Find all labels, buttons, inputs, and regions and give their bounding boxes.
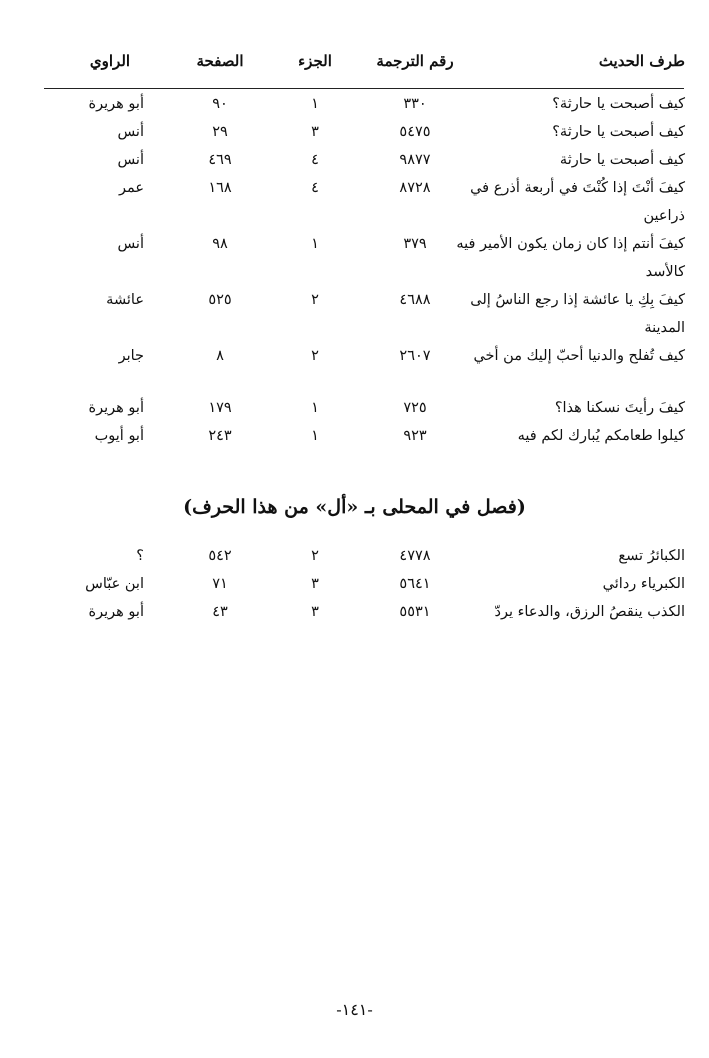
part-number: ١ — [311, 236, 319, 252]
hadith-text: كيفَ رأيتَ نسكنا هذا؟ — [554, 400, 685, 416]
page-number: ٩٠ — [212, 96, 228, 112]
translation-number: ٣٣٠ — [403, 96, 427, 112]
header-page: الصفحة — [196, 52, 244, 70]
header-rule — [44, 88, 684, 89]
header-narrator: الراوي — [89, 52, 131, 70]
part-number: ٤ — [311, 152, 319, 168]
part-number: ٣ — [311, 576, 319, 592]
translation-number: ٥٦٤١ — [399, 576, 431, 592]
hadith-text: كيف أصبحت يا حارثة؟ — [552, 124, 685, 140]
narrator: عمر — [118, 180, 144, 196]
header-part: الجزء — [298, 52, 332, 70]
page-number: ٢٤٣ — [208, 428, 232, 444]
page-number: ٧١ — [212, 576, 228, 592]
translation-number: ٤٦٨٨ — [399, 292, 431, 308]
page-number: ٤٦٩ — [208, 152, 232, 168]
page-number: ٥٢٥ — [208, 292, 232, 308]
translation-number: ٩٢٣ — [403, 428, 427, 444]
translation-number: ٨٧٢٨ — [399, 180, 431, 196]
narrator: أبو أيوب — [94, 428, 144, 444]
narrator: أنس — [117, 236, 144, 252]
translation-number: ٩٨٧٧ — [399, 152, 431, 168]
page-number: ١٧٩ — [208, 400, 232, 416]
narrator: أبو هريرة — [88, 96, 144, 112]
hadith-text: كيف تُفلح والدنيا أحبّ إليك من أخي — [473, 348, 685, 364]
hadith-text: كيفَ أنْتَ إذا كُنْتَ في أربعة أذرع في ذراعين — [470, 180, 685, 224]
narrator: أنس — [117, 124, 144, 140]
narrator: ابن عبّاس — [85, 576, 144, 592]
part-number: ١ — [311, 96, 319, 112]
hadith-text: كيف أصبحت يا حارثة — [559, 152, 685, 168]
header-hadith: طرف الحديث — [598, 52, 685, 70]
part-number: ٢ — [311, 292, 319, 308]
hadith-text: كيفَ أنتم إذا كان زمان يكون الأمير فيه كالأسد — [456, 236, 685, 280]
narrator: ؟ — [136, 548, 144, 564]
part-number: ٣ — [311, 124, 319, 140]
page-footer-number: -١٤١- — [336, 1000, 373, 1019]
page-number: ٢٩ — [212, 124, 228, 140]
narrator: أبو هريرة — [88, 604, 144, 620]
section-title: (فصل في المحلى بـ «أل» من هذا الحرف) — [183, 496, 526, 518]
translation-number: ٧٢٥ — [403, 400, 427, 416]
part-number: ٢ — [311, 548, 319, 564]
page-number: ٥٤٢ — [208, 548, 232, 564]
narrator: أبو هريرة — [88, 400, 144, 416]
narrator: أنس — [117, 152, 144, 168]
page-number: ٤٣ — [212, 604, 228, 620]
narrator: عائشة — [106, 292, 144, 308]
part-number: ١ — [311, 400, 319, 416]
page-number: ٨ — [216, 348, 224, 364]
part-number: ٢ — [311, 348, 319, 364]
page-number: ٩٨ — [212, 236, 228, 252]
hadith-text: الكذب ينقصُ الرزق، والدعاء يردّ — [494, 604, 685, 620]
hadith-text: الكبرياء ردائي — [602, 576, 685, 592]
hadith-text: كيف أصبحت يا حارثة؟ — [552, 96, 685, 112]
translation-number: ٣٧٩ — [403, 236, 427, 252]
translation-number: ٥٥٣١ — [399, 604, 431, 620]
translation-number: ٤٧٧٨ — [399, 548, 431, 564]
translation-number: ٢٦٠٧ — [399, 348, 431, 364]
hadith-text: كيلوا طعامكم يُبارك لكم فيه — [517, 428, 685, 444]
hadith-text: كيفَ بِكِ يا عائشة إذا رجع الناسُ إلى المدينة — [470, 292, 685, 336]
page-number: ١٦٨ — [208, 180, 232, 196]
part-number: ٤ — [311, 180, 319, 196]
header-number: رقم الترجمة — [376, 52, 454, 70]
part-number: ٣ — [311, 604, 319, 620]
narrator: جابر — [118, 348, 144, 364]
part-number: ١ — [311, 428, 319, 444]
translation-number: ٥٤٧٥ — [399, 124, 431, 140]
hadith-text: الكبائرُ تسع — [618, 548, 685, 564]
